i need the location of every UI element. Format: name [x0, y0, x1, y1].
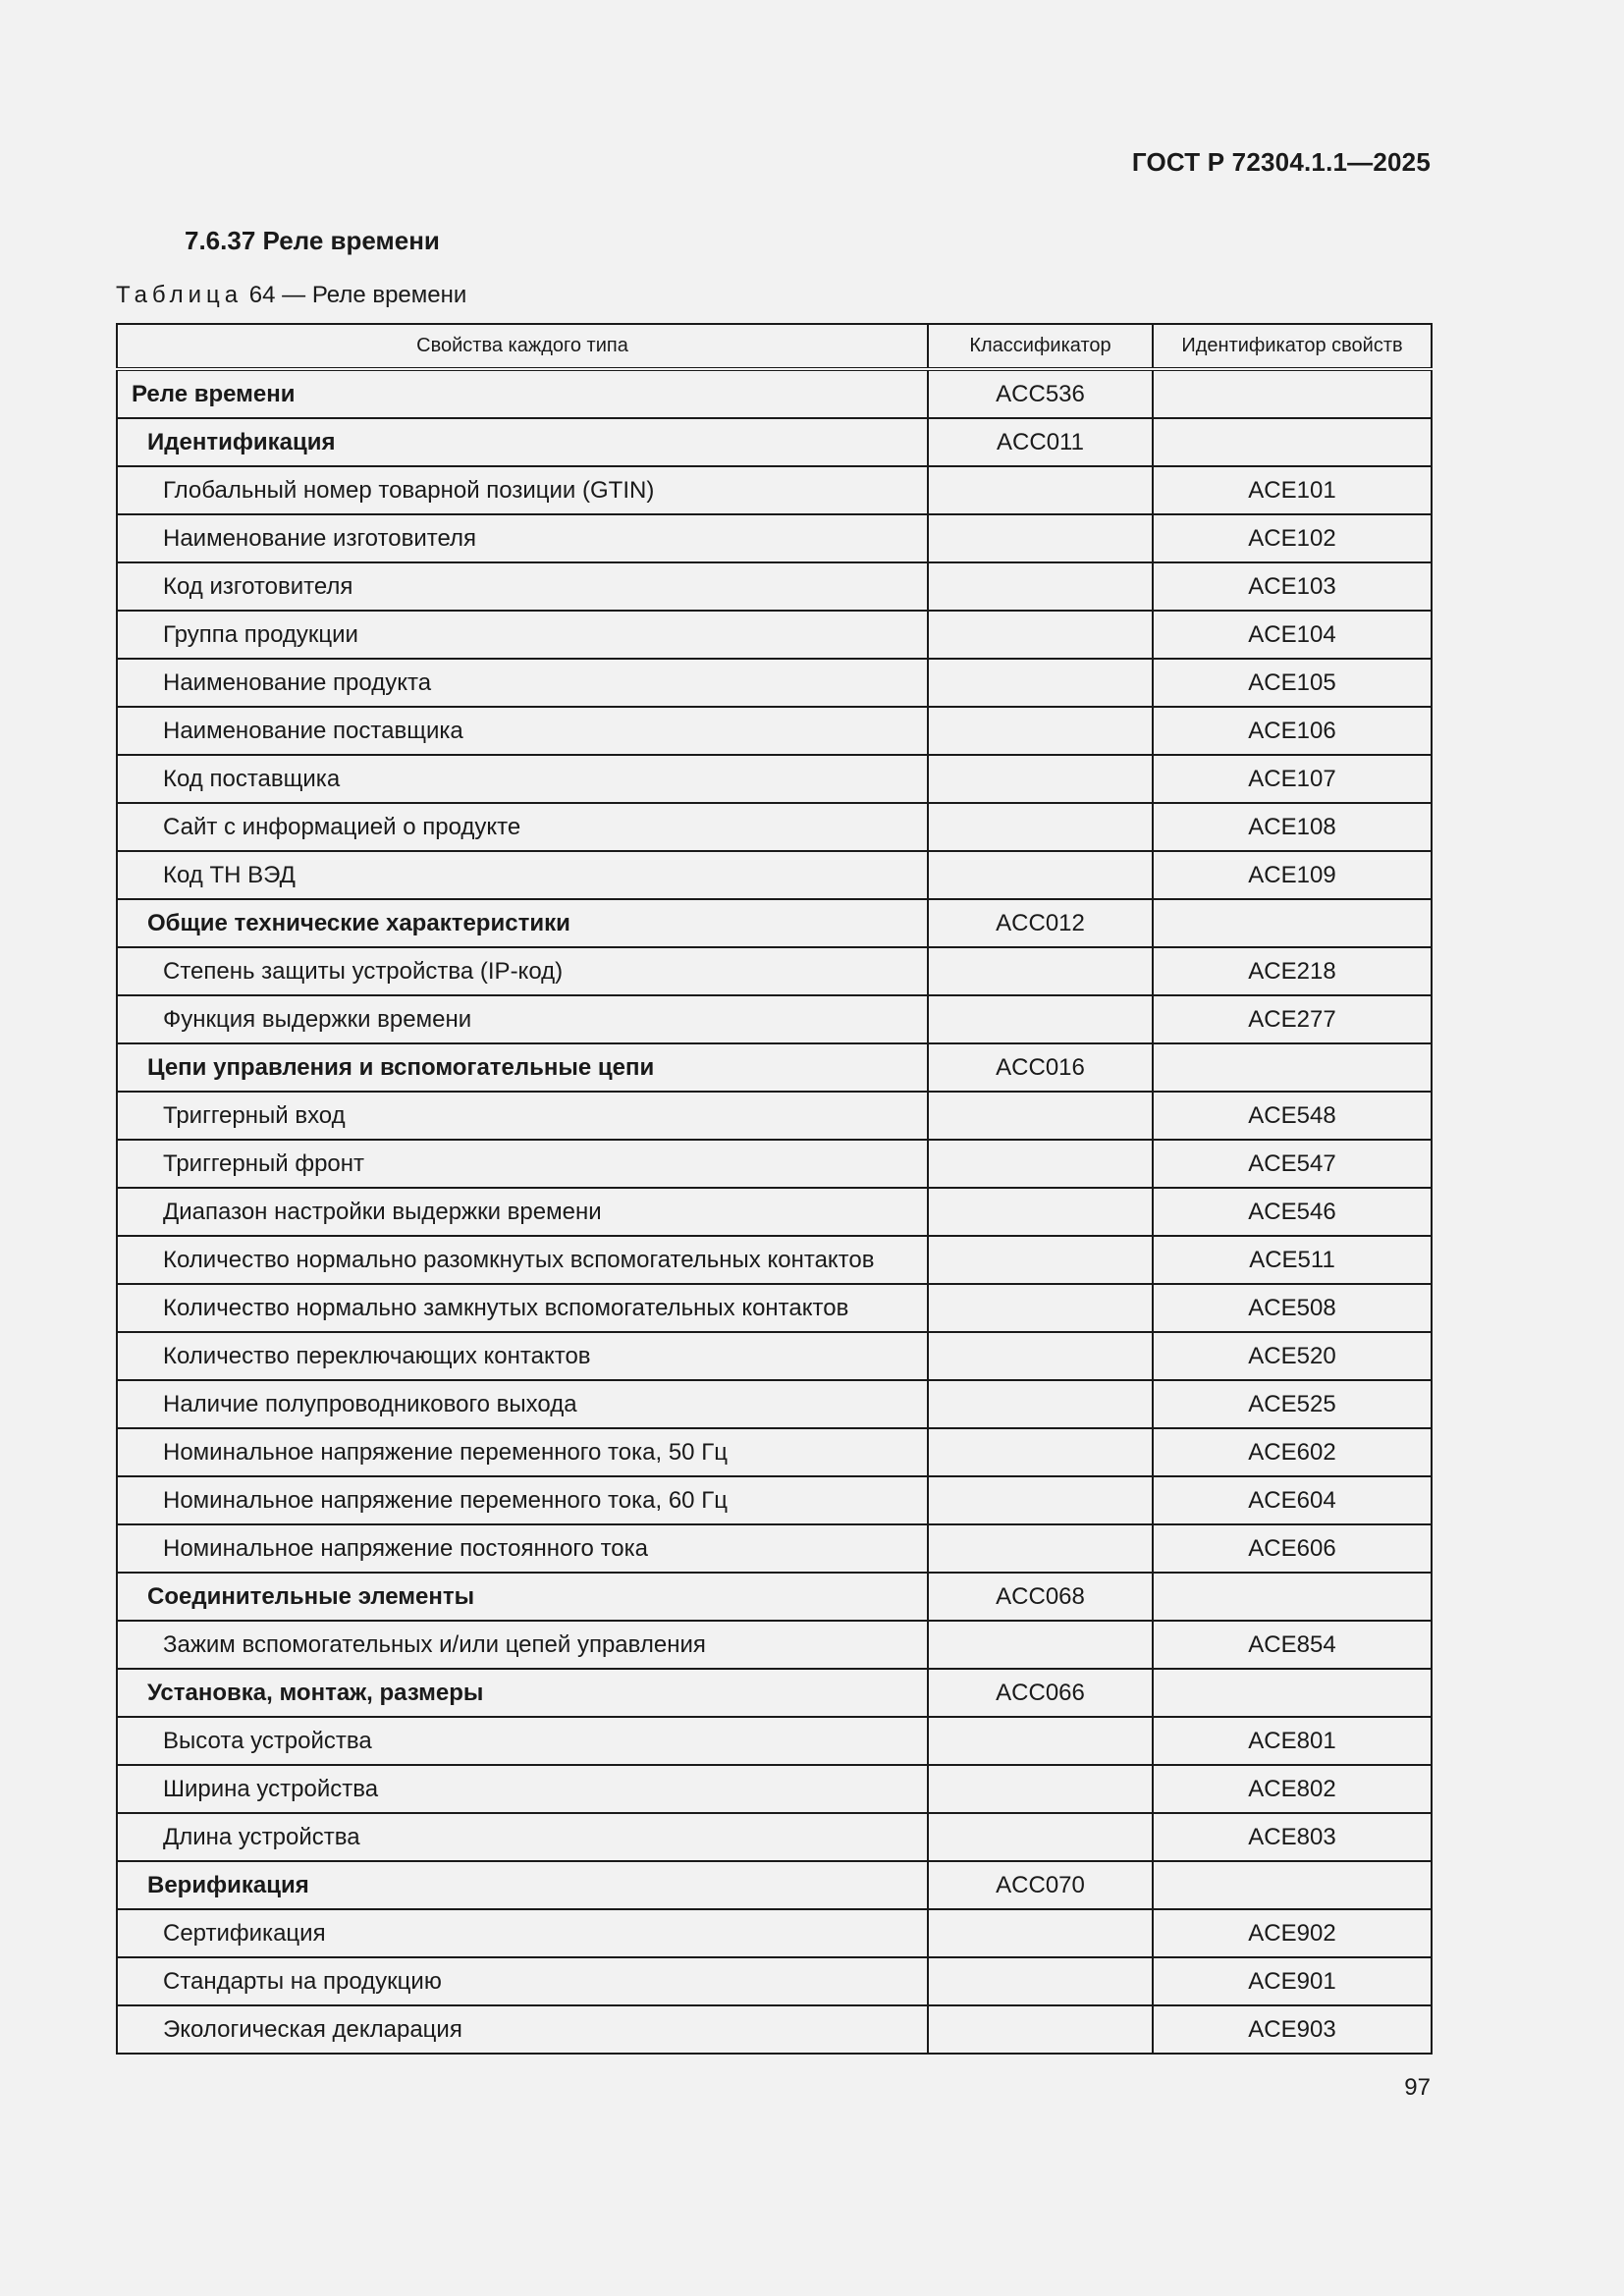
classifier-cell: ACC066: [928, 1669, 1153, 1717]
classifier-cell: [928, 707, 1153, 755]
classifier-cell: [928, 1621, 1153, 1669]
property-id-cell: ACE103: [1153, 562, 1432, 611]
property-id-cell: ACE106: [1153, 707, 1432, 755]
table-row: [117, 1236, 1432, 1284]
table-row: [117, 1717, 1432, 1765]
table-row: [117, 1188, 1432, 1236]
property-name-cell: Код ТН ВЭД: [117, 851, 928, 899]
property-name-cell: Высота устройства: [117, 1717, 928, 1765]
property-id-cell: ACE548: [1153, 1092, 1432, 1140]
table-row: [117, 611, 1432, 659]
property-id-cell: ACE801: [1153, 1717, 1432, 1765]
classifier-cell: [928, 1380, 1153, 1428]
property-id-cell: [1153, 1669, 1432, 1717]
property-id-cell: ACE604: [1153, 1476, 1432, 1524]
table-row: [117, 1957, 1432, 2005]
property-name-cell: Номинальное напряжение постоянного тока: [117, 1524, 928, 1573]
classifier-cell: ACC011: [928, 418, 1153, 466]
property-name-cell: Верификация: [117, 1861, 928, 1909]
property-name-cell: Диапазон настройки выдержки времени: [117, 1188, 928, 1236]
property-name-cell: Цепи управления и вспомогательные цепи: [117, 1043, 928, 1092]
property-id-cell: ACE547: [1153, 1140, 1432, 1188]
table-caption-text: 64 — Реле времени: [248, 282, 467, 308]
property-name-cell: Количество нормально замкнутых вспомогательных контактов: [117, 1284, 928, 1332]
property-name-cell: Зажим вспомогательных и/или цепей управления: [117, 1621, 928, 1669]
property-name-cell: Установка, монтаж, размеры: [117, 1669, 928, 1717]
table-row: [117, 1813, 1432, 1861]
column-header-properties: Свойства каждого типа: [117, 324, 928, 369]
property-id-cell: ACE101: [1153, 466, 1432, 514]
property-name-cell: Триггерный вход: [117, 1092, 928, 1140]
property-name-cell: Глобальный номер товарной позиции (GTIN): [117, 466, 928, 514]
table-row: [117, 1765, 1432, 1813]
classifier-cell: [928, 1476, 1153, 1524]
property-id-cell: ACE520: [1153, 1332, 1432, 1380]
property-id-cell: [1153, 899, 1432, 947]
property-name-cell: Количество нормально разомкнутых вспомогательных контактов: [117, 1236, 928, 1284]
classifier-cell: [928, 851, 1153, 899]
table-row: [117, 1284, 1432, 1332]
table-row: [117, 2005, 1432, 2054]
classifier-cell: [928, 1092, 1153, 1140]
property-id-cell: ACE109: [1153, 851, 1432, 899]
property-id-cell: ACE108: [1153, 803, 1432, 851]
property-id-cell: ACE104: [1153, 611, 1432, 659]
table-row: [117, 899, 1432, 947]
property-id-cell: ACE602: [1153, 1428, 1432, 1476]
classifier-cell: [928, 1717, 1153, 1765]
table-body: [117, 369, 1432, 2054]
classifier-cell: [928, 659, 1153, 707]
property-name-cell: Функция выдержки времени: [117, 995, 928, 1043]
property-name-cell: Наименование поставщика: [117, 707, 928, 755]
table-row: [117, 1861, 1432, 1909]
property-name-cell: Степень защиты устройства (IP-код): [117, 947, 928, 995]
classifier-cell: [928, 1765, 1153, 1813]
table-caption-label: Таблица: [116, 282, 244, 308]
classifier-cell: [928, 755, 1153, 803]
column-header-property-id: Идентификатор свойств: [1153, 324, 1432, 369]
table-row: [117, 1380, 1432, 1428]
property-id-cell: [1153, 1861, 1432, 1909]
classifier-cell: ACC536: [928, 369, 1153, 418]
property-name-cell: Код изготовителя: [117, 562, 928, 611]
table-header-row: [117, 324, 1432, 369]
table-row: [117, 995, 1432, 1043]
classifier-cell: [928, 466, 1153, 514]
property-id-cell: ACE511: [1153, 1236, 1432, 1284]
classifier-cell: [928, 1957, 1153, 2005]
section-heading: 7.6.37 Реле времени: [185, 226, 440, 255]
classifier-cell: [928, 803, 1153, 851]
classifier-cell: [928, 1909, 1153, 1957]
table-row: [117, 514, 1432, 562]
property-id-cell: ACE508: [1153, 1284, 1432, 1332]
property-name-cell: Номинальное напряжение переменного тока, 60 Гц: [117, 1476, 928, 1524]
property-id-cell: ACE902: [1153, 1909, 1432, 1957]
table-row: [117, 1524, 1432, 1573]
properties-table: [116, 323, 1433, 2055]
classifier-cell: [928, 1236, 1153, 1284]
table-row: [117, 369, 1432, 418]
property-id-cell: ACE546: [1153, 1188, 1432, 1236]
table-row: [117, 1476, 1432, 1524]
property-id-cell: ACE102: [1153, 514, 1432, 562]
property-name-cell: Длина устройства: [117, 1813, 928, 1861]
classifier-cell: [928, 1284, 1153, 1332]
classifier-cell: [928, 1188, 1153, 1236]
classifier-cell: [928, 995, 1153, 1043]
property-id-cell: ACE903: [1153, 2005, 1432, 2054]
classifier-cell: [928, 2005, 1153, 2054]
table-row: [117, 1909, 1432, 1957]
property-name-cell: Наименование изготовителя: [117, 514, 928, 562]
property-name-cell: Сайт с информацией о продукте: [117, 803, 928, 851]
table-row: [117, 803, 1432, 851]
property-name-cell: Экологическая декларация: [117, 2005, 928, 2054]
property-name-cell: Код поставщика: [117, 755, 928, 803]
table-row: [117, 1669, 1432, 1717]
property-name-cell: Количество переключающих контактов: [117, 1332, 928, 1380]
table-row: [117, 466, 1432, 514]
page-number: 97: [1404, 2074, 1431, 2101]
classifier-cell: [928, 1140, 1153, 1188]
property-name-cell: Реле времени: [117, 369, 928, 418]
table-row: [117, 1573, 1432, 1621]
classifier-cell: ACC012: [928, 899, 1153, 947]
table-row: [117, 1092, 1432, 1140]
property-name-cell: Номинальное напряжение переменного тока, 50 Гц: [117, 1428, 928, 1476]
column-header-classifier: Классификатор: [928, 324, 1153, 369]
property-name-cell: Триггерный фронт: [117, 1140, 928, 1188]
property-name-cell: Ширина устройства: [117, 1765, 928, 1813]
classifier-cell: ACC068: [928, 1573, 1153, 1621]
table-row: [117, 755, 1432, 803]
property-id-cell: [1153, 369, 1432, 418]
table-row: [117, 562, 1432, 611]
property-name-cell: Наименование продукта: [117, 659, 928, 707]
table-row: [117, 659, 1432, 707]
property-name-cell: Общие технические характеристики: [117, 899, 928, 947]
table-row: [117, 1428, 1432, 1476]
table-row: [117, 947, 1432, 995]
property-name-cell: Группа продукции: [117, 611, 928, 659]
property-id-cell: [1153, 418, 1432, 466]
table-row: [117, 1332, 1432, 1380]
classifier-cell: [928, 611, 1153, 659]
table-caption: [116, 282, 466, 309]
classifier-cell: [928, 562, 1153, 611]
property-id-cell: ACE277: [1153, 995, 1432, 1043]
property-id-cell: ACE901: [1153, 1957, 1432, 2005]
property-id-cell: [1153, 1043, 1432, 1092]
classifier-cell: [928, 1524, 1153, 1573]
table-row: [117, 1043, 1432, 1092]
property-name-cell: Наличие полупроводникового выхода: [117, 1380, 928, 1428]
property-id-cell: ACE606: [1153, 1524, 1432, 1573]
classifier-cell: [928, 514, 1153, 562]
property-id-cell: [1153, 1573, 1432, 1621]
table-row: [117, 1621, 1432, 1669]
classifier-cell: [928, 1813, 1153, 1861]
classifier-cell: [928, 1332, 1153, 1380]
table-row: [117, 418, 1432, 466]
property-id-cell: ACE802: [1153, 1765, 1432, 1813]
property-id-cell: ACE803: [1153, 1813, 1432, 1861]
property-name-cell: Идентификация: [117, 418, 928, 466]
classifier-cell: ACC070: [928, 1861, 1153, 1909]
property-name-cell: Сертификация: [117, 1909, 928, 1957]
classifier-cell: [928, 947, 1153, 995]
classifier-cell: [928, 1428, 1153, 1476]
property-id-cell: ACE854: [1153, 1621, 1432, 1669]
property-name-cell: Соединительные элементы: [117, 1573, 928, 1621]
table-row: [117, 1140, 1432, 1188]
document-code: ГОСТ Р 72304.1.1—2025: [1131, 147, 1431, 177]
property-id-cell: ACE105: [1153, 659, 1432, 707]
property-id-cell: ACE218: [1153, 947, 1432, 995]
table-row: [117, 707, 1432, 755]
property-name-cell: Стандарты на продукцию: [117, 1957, 928, 2005]
property-id-cell: ACE525: [1153, 1380, 1432, 1428]
table-row: [117, 851, 1432, 899]
property-id-cell: ACE107: [1153, 755, 1432, 803]
classifier-cell: ACC016: [928, 1043, 1153, 1092]
